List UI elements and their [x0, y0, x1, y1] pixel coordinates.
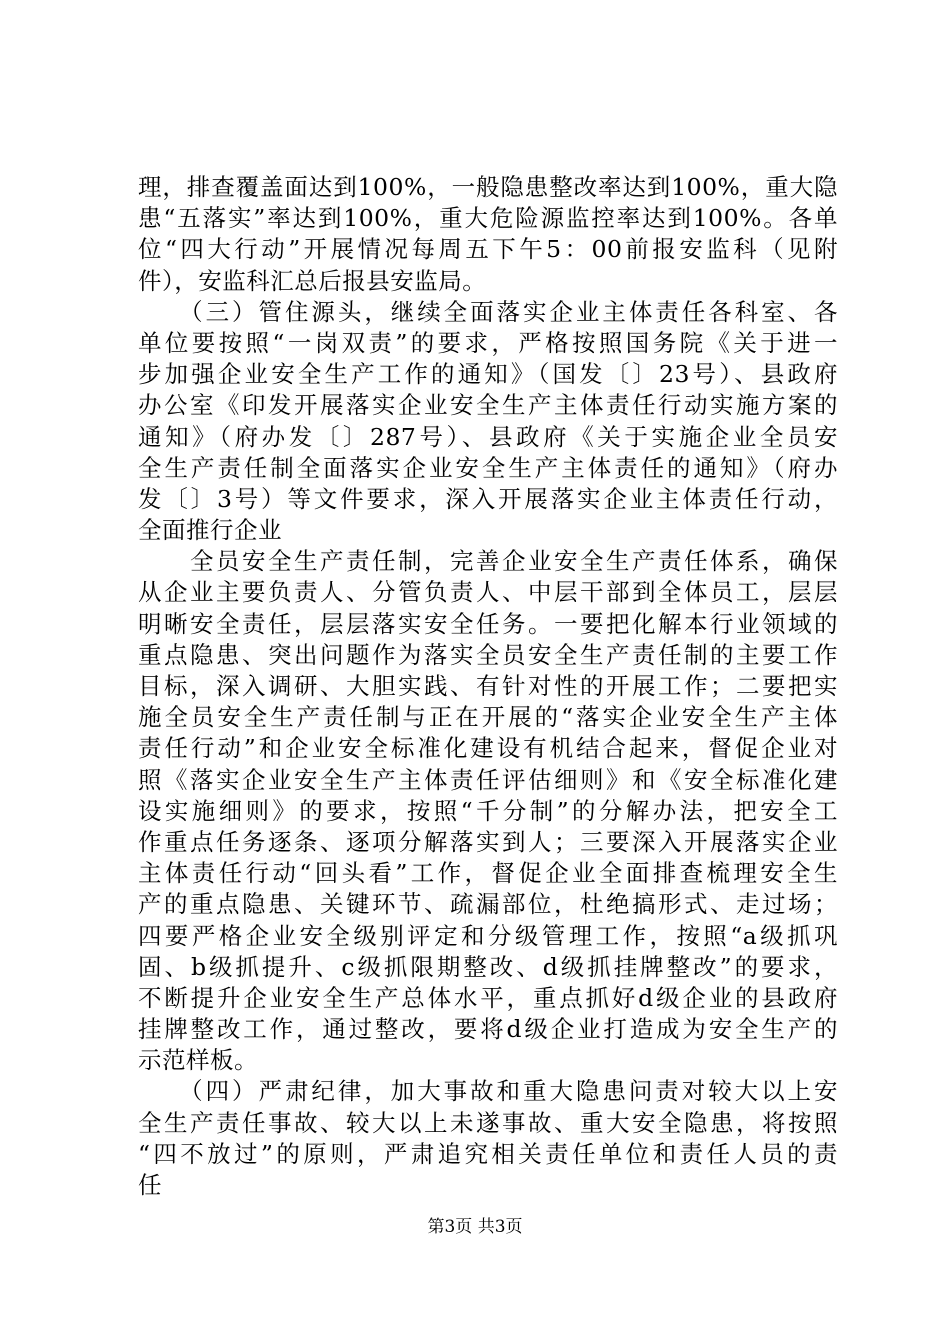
text-line: 施全员安全生产责任制与正在开展的“落实企业安全生产主体 [138, 703, 838, 732]
text-line: 从企业主要负责人、分管负责人、中层干部到全体员工，层层 [138, 578, 838, 607]
text-line: （四）严肃纪律，加大事故和重大隐患问责对较大以上安 [138, 1077, 838, 1106]
text-line: 办公室《印发开展落实企业安全生产主体责任行动实施方案的 [138, 391, 838, 420]
text-line: 目标，深入调研、大胆实践、有针对性的开展工作；二要把实 [138, 672, 838, 700]
text-line: 全面推行企业 [138, 516, 282, 545]
text-line: 主体责任行动“回头看”工作，督促企业全面排查梳理安全生 [138, 859, 838, 888]
text-line: 全生产责任事故、较大以上未遂事故、重大安全隐患，将按照 [138, 1108, 838, 1137]
text-line: 步加强企业安全生产工作的通知》（国发〔〕23号）、县政府 [138, 360, 838, 389]
text-line: 明晰安全责任，层层落实安全任务。一要把化解本行业领域的 [138, 609, 838, 638]
text-line: 照《落实企业安全生产主体责任评估细则》和《安全标准化建 [138, 765, 838, 794]
text-line: 设实施细则》的要求，按照“千分制”的分解办法，把安全工 [138, 796, 838, 825]
text-line: 位“四大行动”开展情况每周五下午5：00前报安监科（见附 [138, 235, 838, 264]
text-line: 产的重点隐患、关键环节、疏漏部位，杜绝搞形式、走过场； [138, 890, 838, 919]
text-line: 挂牌整改工作，通过整改，要将d级企业打造成为安全生产的 [138, 1015, 838, 1044]
text-line: 作重点任务逐条、逐项分解落实到人；三要深入开展落实企业 [138, 827, 838, 856]
text-line: 四要严格企业安全级别评定和分级管理工作，按照“a级抓巩 [138, 921, 838, 950]
text-line: “四不放过”的原则，严肃追究相关责任单位和责任人员的责 [138, 1139, 838, 1168]
text-line: 示范样板。 [138, 1046, 258, 1075]
text-line: 不断提升企业安全生产总体水平，重点抓好d级企业的县政府 [138, 983, 838, 1012]
text-line: 患“五落实”率达到100%，重大危险源监控率达到100%。各单 [138, 204, 838, 233]
page-footer: 第3页 共3页 [427, 1217, 523, 1237]
text-line: 发〔〕3号）等文件要求，深入开展落实企业主体责任行动， [138, 484, 838, 513]
text-line: 单位要按照“一岗双责”的要求，严格按照国务院《关于进一 [138, 328, 838, 357]
text-line: 全生产责任制全面落实企业安全生产主体责任的通知》（府办 [138, 453, 838, 482]
text-line: 理，排查覆盖面达到100%，一般隐患整改率达到100%，重大隐 [138, 173, 838, 201]
text-line: 全员安全生产责任制，完善企业安全生产责任体系，确保 [138, 547, 838, 576]
text-line: 任 [138, 1171, 162, 1199]
text-line: 责任行动”和企业安全标准化建设有机结合起来，督促企业对 [138, 734, 838, 763]
body-text [138, 172, 838, 1201]
text-line: 固、b级抓提升、c级抓限期整改、d级抓挂牌整改”的要求， [138, 952, 838, 981]
text-line: 件），安监科汇总后报县安监局。 [138, 266, 487, 295]
text-line: （三）管住源头，继续全面落实企业主体责任各科室、各 [138, 297, 838, 326]
text-line: 重点隐患、突出问题作为落实全员安全生产责任制的主要工作 [138, 640, 838, 669]
text-line: 通知》（府办发〔〕287号）、县政府《关于实施企业全员安 [138, 422, 838, 451]
